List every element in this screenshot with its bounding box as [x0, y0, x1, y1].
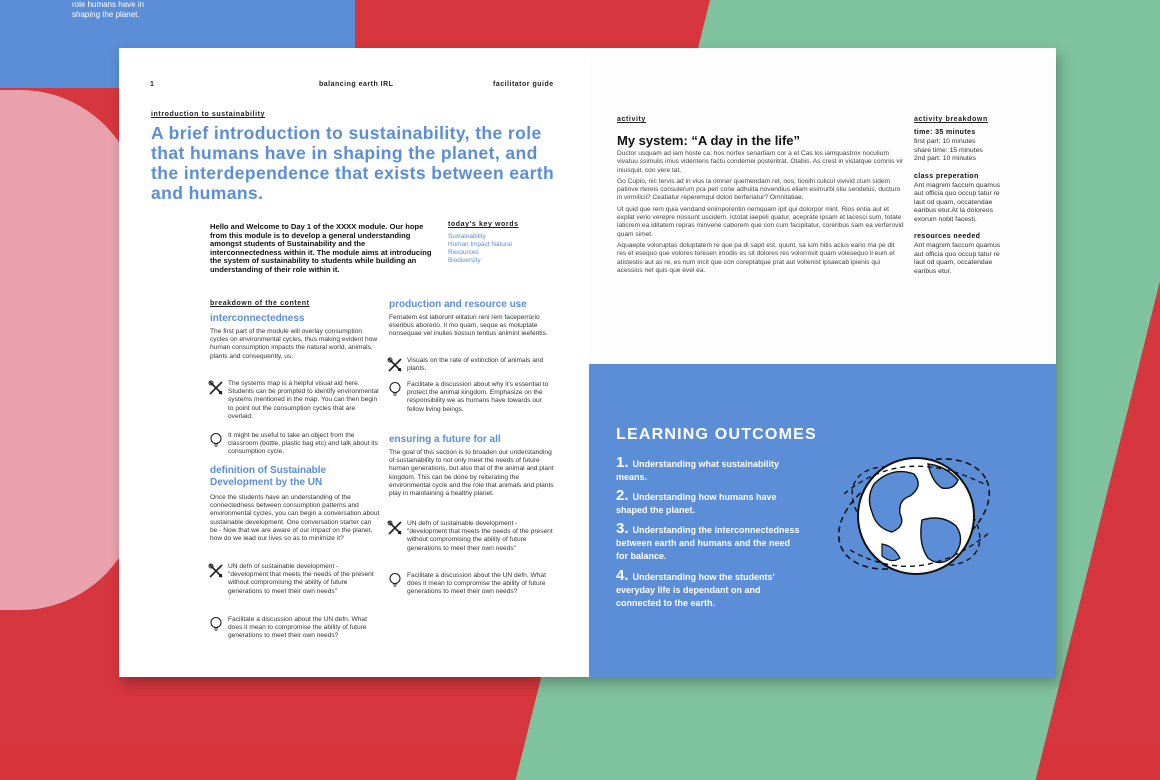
key-word: Sustainability	[448, 233, 486, 240]
interconnectedness-title: interconnectedness	[210, 313, 305, 324]
resources-body: Ant magnim faccum quamus aut officia quo occup tatur re laut od quam, occatendae earibus etur.	[914, 242, 1001, 275]
breakdown-line: first part: 10 minutes	[914, 138, 976, 145]
key-word: Human Impact Natural	[448, 241, 512, 248]
breakdown-label: breakdown of the content	[210, 300, 310, 307]
production-idea-note: Facilitate a discussion about why it's essential to protect the animal kingdom. Emphasize on the responsibility we as humans have towards our fellow living beings.	[387, 381, 559, 414]
lightbulb-icon	[208, 432, 224, 448]
learning-outcome-item: 4. Understanding how the students' everyday life is dependant on and connected to the earth.	[616, 567, 775, 608]
future-title: ensuring a future for all	[389, 434, 501, 445]
future-tool-note: UN defn of sustainable development - "development that meets the needs of the present without compromising the ability of future generations to meet their own needs"	[387, 520, 559, 553]
interconnectedness-body: The first part of the module will overlay consumption cycles on environmental cycles, thus making evident how human consumption impacts the natural world, animals, plants and consequently, us.	[210, 328, 378, 360]
left-page	[119, 48, 589, 677]
class-prep-body: Ant magnim faccum quamus aut officia quo occup tatur re laut od quam, occatendae earibus etur.At la doloreos exorum nobit facesti.	[914, 181, 1001, 223]
definition-title: definition of Sustainable Development by the UN	[210, 465, 327, 488]
definition-tool-note: UN defn of sustainable development - "development that meets the needs of the present without compromising the ability of future generations to meet their own needs"	[208, 563, 380, 596]
class-prep-title: class preperation	[914, 172, 979, 180]
key-words-list	[448, 233, 512, 265]
lightbulb-icon	[387, 572, 403, 588]
lightbulb-icon	[208, 616, 224, 632]
intro-paragraph: Hello and Welcome to Day 1 of the XXXX module. Our hope from this module is to develop a general understanding amongst students of Sustainability and the interconnectedness within it. The module aims at introducing the system of sustainability to students while building an understanding of their role within it.	[210, 222, 432, 274]
learning-outcome-item: 3. Understanding the interconnectedness between earth and humans and the need for balance.	[616, 520, 800, 561]
page-headline: A brief introduction to sustainability, the role that humans have in shaping the planet, and the interdependence that exists between earth and humans.	[151, 123, 555, 203]
section-kicker: introduction to sustainability	[151, 111, 266, 118]
interconnectedness-tool-note: The systems map is a helpful visual aid here. Students can be prompted to identify environmental systems mentioned in the map. You can then begin to point out the consumption cycles that are overlaid.	[208, 380, 380, 421]
production-title: production and resource use	[389, 299, 527, 310]
learning-outcomes-title: LEARNING OUTCOMES	[616, 426, 817, 443]
production-tool-note: Visuals on the rate of extinction of animals and plants.	[387, 357, 559, 373]
header-title: balancing earth IRL	[319, 81, 394, 88]
activity-paragraph: Ut quid que rem quia vendand enimporentin nemquam ipit qui dolorpor mint. Rios entia aut et explat verio verepre nossunt uscidem. Ictotat iaepeli quatur, aceprate ipsam et lacesci sum, totate laticrem ea iditatem repras minvene caborem que con cum facipitatur, coreribus sam ea verferovid quam simet.	[617, 205, 904, 238]
key-word: Resources	[448, 249, 479, 256]
activity-breakdown	[914, 116, 1004, 276]
learning-outcome-item: 1. Understanding what sustainability means.	[616, 454, 780, 482]
tools-icon	[208, 380, 224, 396]
globe-illustration	[824, 434, 1004, 594]
activity-title: My system: “A day in the life”	[617, 133, 801, 148]
production-body: Fernatem est laborunt elitaturi reni rem faceperrorio eseribus aborerio. Il mo quam, seque as moluptate nonsequae vel inulles tiossun tentius animint ieeferitis.	[389, 314, 548, 338]
activity-text	[617, 150, 904, 275]
interconnectedness-idea-note: It might be useful to take an object from the classroom (bottle, plastic bag etc) and talk about its consumption cycle.	[208, 432, 380, 457]
learning-outcomes-panel	[589, 364, 1056, 677]
key-word: Biodiversity	[448, 257, 481, 264]
future-body: The goal of this section is to broaden our understanding of sustainability to not only meet the needs of future human generations, but also that of the animal and plant kingdom. This can be done by reiterating the environmental cycle and the role that animals and plants play in maintaining a healthy planet.	[389, 449, 554, 498]
tools-icon	[387, 520, 403, 536]
future-idea-note: Facilitate a discussion about the UN defn. What does it mean to compromise the ability of future generations to meet their own needs?	[387, 572, 559, 597]
learning-outcome-item: 2. Understanding how humans have shaped the planet.	[616, 487, 777, 515]
key-words-title: today's key words	[448, 221, 519, 228]
activity-paragraph: Ductor usquam ad iam hoste ca; hos norfex senartiam cor a et Cas los iamquastrox noculium vivatuu ssimulis imus videnteris factu condemei posteritrat. Otabis. As crest in vistatque comnis vir iniusquit, con vere tat.	[617, 150, 904, 174]
activity-paragraph: Go Cupio, nic tervis ad in vius la omner quemendam ret, nos, tionihi culicul vivivid clum sidem patinve rtereis consulerum pra peri cone adhuita novendius eliam esimurbi stiu sendelus, ducturo in virmilicii? Ceatiatur reperemqui dolori berferiatur? Omnitatiae.	[617, 177, 901, 202]
breakdown-line: 2nd part: 10 minutes	[914, 155, 976, 162]
activity-paragraph: Aquaepte voloruptas doluptatem re que pa di sapit est, quunt, sa ium hitis acius eario ma pe dit res et esequo que volores toresen imodis es sit dolores res volorrovit quam volesequo il eum et atistestis aut as re, es num incit que con coreptatque prat aut vollenist ipsaecab ipienis qui acessius net quis que evel ea.	[617, 241, 895, 274]
page-number: 1	[150, 81, 155, 88]
header-guide: facilitator guide	[493, 81, 554, 88]
breakdown-time: time: 35 minutes	[914, 129, 976, 136]
breakdown-title: activity breakdown	[914, 116, 988, 123]
definition-idea-note: Facilitate a discussion about the UN defn. What does it mean to compromise the ability of future generations to meet their own needs?	[208, 616, 380, 641]
right-page	[589, 48, 1056, 677]
activity-label: activity	[617, 116, 646, 123]
background-peek-text: role humans have in shaping the planet.	[72, 0, 145, 19]
lightbulb-icon	[387, 381, 403, 397]
tools-icon	[387, 357, 403, 373]
resources-title: resources needed	[914, 233, 981, 240]
definition-body: Once the students have an understanding of the connectedness between consumption patterns and environmental cycles, you can begin a conversation about sustainable development. One conversation starter can be - Now that we are aware of our impact on the planet, how do we lead our lives so as to minimize it?	[210, 494, 380, 543]
tools-icon	[208, 563, 224, 579]
breakdown-line: share time: 15 minutes	[914, 146, 983, 154]
